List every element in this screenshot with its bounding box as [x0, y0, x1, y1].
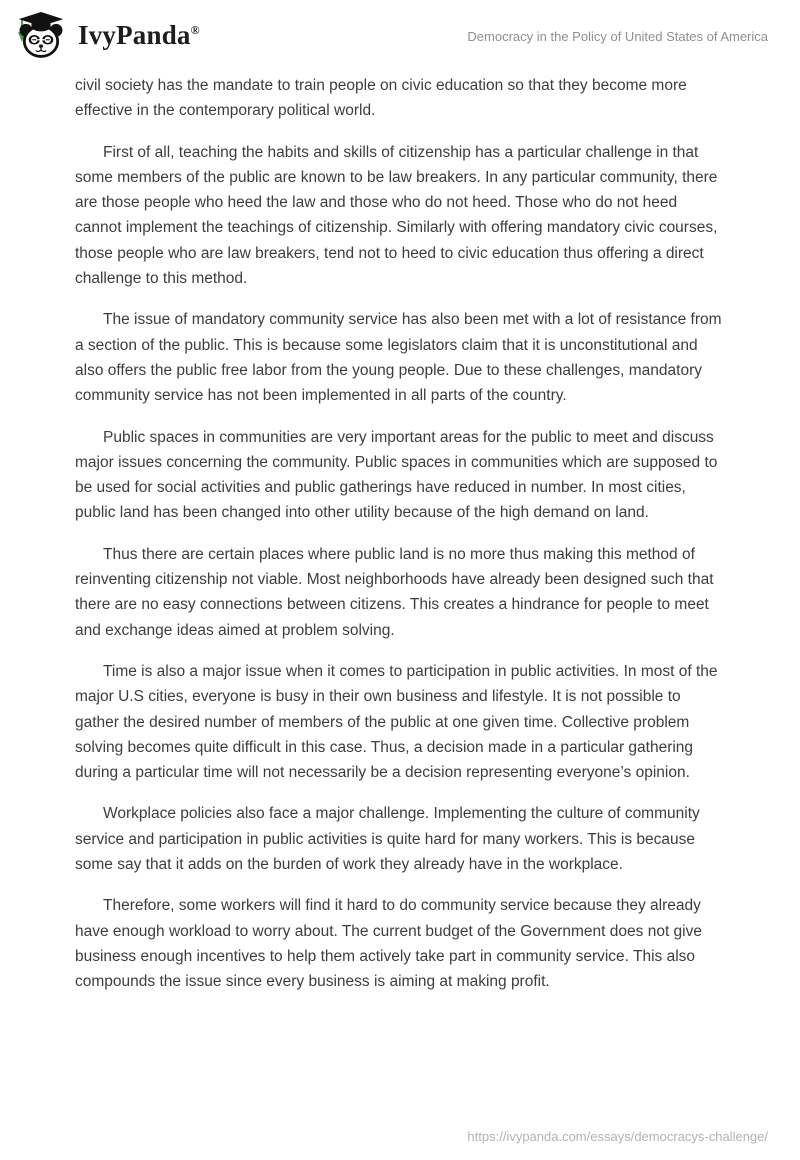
essay-paragraph: Therefore, some workers will find it hard to do community service because they already have enough workload to worry about. The current budget of the Government does not give business enough incentives to help them actively take part in community service. This also compounds the issue since every business is aiming at making profit. — [75, 897, 702, 991]
brand-name: IvyPanda® — [78, 19, 200, 50]
page-footer — [0, 1128, 800, 1160]
essay-paragraph: Time is also a major issue when it comes to participation in public activities. In most of the major U.S cities, everyone is busy in their own business and lifestyle. It is not possible to gather the desired number of members of the public at one given time. Collective problem solving becomes quite difficult in this case. Thus, a decision made in a particular gathering during a particular time will not necessarily be a decision representing everyone’s opinion. — [75, 662, 718, 782]
essay-content — [0, 62, 800, 1128]
source-url-link[interactable]: https://ivypanda.com/essays/democracys-challenge/ — [467, 1129, 768, 1144]
ivypanda-logo[interactable] — [14, 7, 200, 63]
essay-paragraph: First of all, teaching the habits and skills of citizenship has a particular challenge in that some members of the public are known to be law breakers. In any particular community, there are those people who heed the law and those who do not heed. Those who do not heed cannot implement the teachings of citizenship. Similarly with offering mandatory civic courses, those people who are law breakers, tend not to heed to civic education thus offering a direct challenge to this method. — [75, 143, 718, 288]
panda-logo-icon — [14, 7, 68, 63]
document-title: Democracy in the Policy of United States of America — [467, 28, 768, 44]
page-header — [0, 0, 800, 62]
essay-paragraph: Public spaces in communities are very important areas for the public to meet and discuss major issues concerning the community. Public spaces in communities which are supposed to be used for social activities and public gatherings have reduced in number. In most cities, public land has been changed into other utility because of the high demand on land. — [75, 428, 718, 522]
registered-trademark: ® — [190, 22, 200, 37]
essay-paragraph: Workplace policies also face a major challenge. Implementing the culture of community service and participation in public activities is quite hard for many workers. This is because some say that it adds on the burden of work they already have in the workplace. — [75, 805, 700, 874]
essay-paragraph: Thus there are certain places where public land is no more thus making this method of reinventing citizenship not viable. Most neighborhoods have already been designed such that there are no easy connections between citizens. This creates a hindrance for people to meet and exchange ideas aimed at problem solving. — [75, 545, 714, 639]
essay-paragraph: The issue of mandatory community service has also been met with a lot of resistance from a section of the public. This is because some legislators claim that it is unconstitutional and also offers the public free labor from the young people. Due to these challenges, mandatory community service has not been implemented in all parts of the country. — [75, 311, 722, 405]
essay-paragraph: civil society has the mandate to train people on civic education so that they become more effective in the contemporary political world. — [75, 77, 687, 120]
